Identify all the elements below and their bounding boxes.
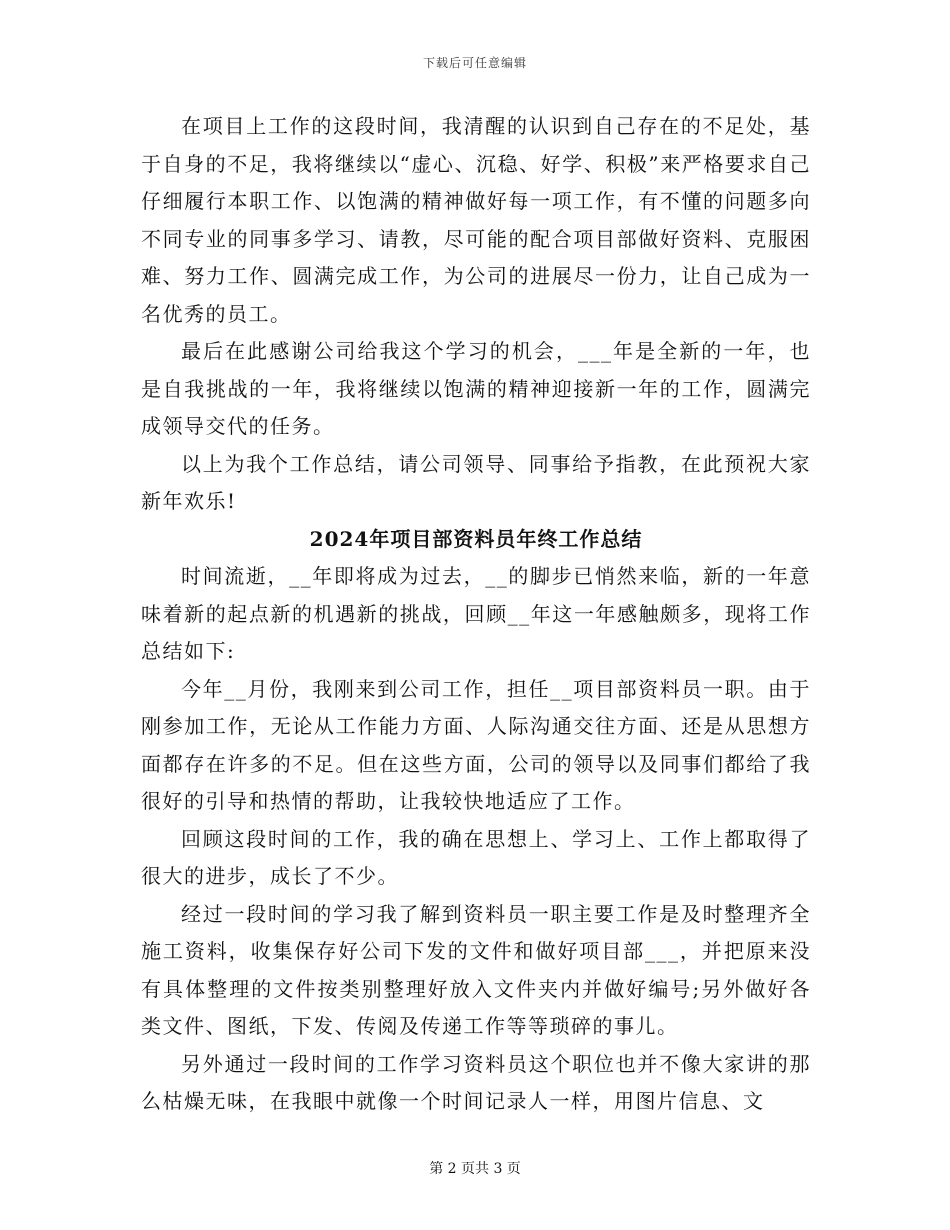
paragraph-self-improvement: 在项目上工作的这段时间，我清醒的认识到自己存在的不足处，基于自身的不足，我将继续以“虚心、沉稳、好学、积极”来严格要求自己仔细履行本职工作、以饱满的精神做好每一项工作，有不懂的问题多向不同专业的同事多学习、请教，尽可能的配合项目部做好资料、克服困难、努力工作、圆满完成工作，为公司的进展尽一份力，让自己成为一名优秀的员工。: [141, 114, 811, 326]
paragraph-joining: 今年__月份，我刚来到公司工作，担任__项目部资料员一职。由于刚参加工作，无论从工作能力方面、人际沟通交往方面、还是从思想方面都存在许多的不足。但在这些方面，公司的领导以及同事们都给了我很好的引导和热情的帮助，让我较快地适应了工作。: [141, 676, 811, 813]
section-title: 2024年项目部资料员年终工作总结: [309, 526, 643, 551]
paragraph-intro: 时间流逝，__年即将成为过去，__的脚步已悄然来临，新的一年意味着新的起点新的机遇新的挑战，回顾__年这一年感触颇多，现将工作总结如下:: [141, 564, 811, 663]
paragraph-reflection: 另外通过一段时间的工作学习资料员这个职位也并不像大家讲的那么枯燥无味，在我眼中就像一个时间记录人一样，用图片信息、文: [141, 1051, 811, 1113]
page-number-footer: 第 2 页共 3 页: [429, 1161, 521, 1177]
page-header: 下载后可任意编辑: [422, 56, 527, 70]
paragraph-duties: 经过一段时间的学习我了解到资料员一职主要工作是及时整理齐全施工资料，收集保存好公司下发的文件和做好项目部___，并把原来没有具体整理的文件按类别整理好放入文件夹内并做好编号;另外做好各类文件、图纸，下发、传阅及传递工作等等琐碎的事儿。: [141, 901, 811, 1038]
document-body: [141, 108, 811, 1121]
paragraph-closing: 以上为我个工作总结，请公司领导、同事给予指教，在此预祝大家新年欢乐!: [141, 451, 811, 513]
paragraph-thanks: 最后在此感谢公司给我这个学习的机会，___年是全新的一年，也是自我挑战的一年，我将继续以饱满的精神迎接新一年的工作，圆满完成领导交代的任务。: [141, 339, 811, 438]
paragraph-review: 回顾这段时间的工作，我的确在思想上、学习上、工作上都取得了很大的进步，成长了不少。: [141, 826, 811, 888]
